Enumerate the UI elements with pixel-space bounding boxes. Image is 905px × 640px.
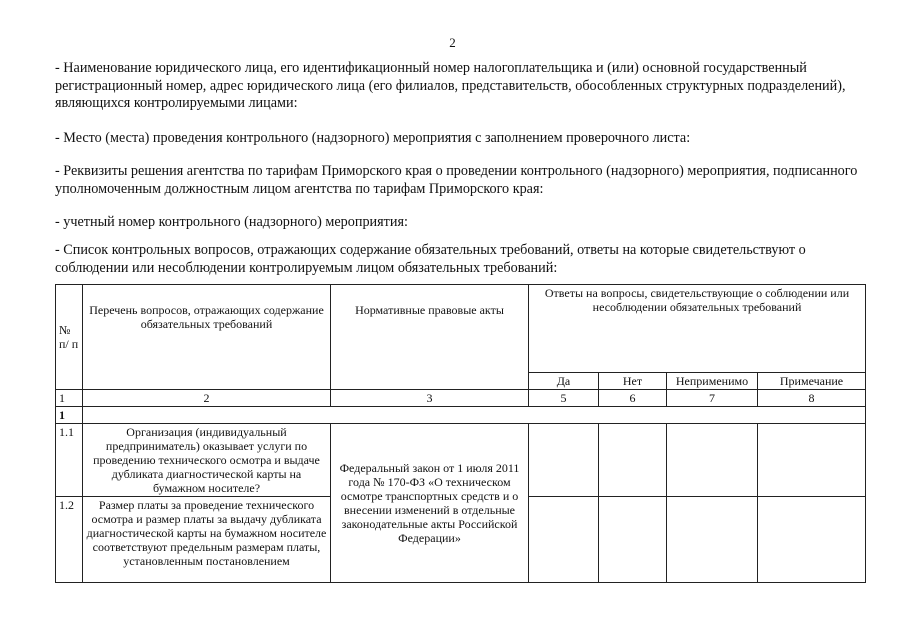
header-num: № п/ п <box>56 285 83 390</box>
section-row <box>56 407 866 424</box>
header-answers: Ответы на вопросы, свидетельствующие о соблюдении или несоблюдении обязательных требований <box>529 285 866 373</box>
paragraph-inspection-place: - Место (места) проведения контрольного (надзорного) мероприятия с заполнением проверочного листа: <box>55 130 691 146</box>
table-header-row <box>56 285 866 373</box>
section-spacer <box>83 407 866 424</box>
row-act: Федеральный закон от 1 июля 2011 года № 170-ФЗ «О техническом осмотре транспортных средств и о внесении изменений в отдельные законодательные акты Российской Федерации» <box>331 424 529 583</box>
table-row <box>56 424 866 497</box>
checklist-table <box>55 284 866 583</box>
header-not-applicable: Неприменимо <box>667 373 758 390</box>
answer-na-cell[interactable] <box>667 497 758 583</box>
paragraph-decision-details: - Реквизиты решения агентства по тарифам Приморского края о проведении контрольного (надзорного) мероприятия, подписанного уполномоченным должностным лицом агентства по тарифам Приморского края: <box>55 163 858 197</box>
answer-yes-cell[interactable] <box>529 424 599 497</box>
answer-na-cell[interactable] <box>667 424 758 497</box>
column-number: 3 <box>331 390 529 407</box>
page-number: 2 <box>449 35 456 50</box>
column-number: 5 <box>529 390 599 407</box>
header-no: Нет <box>599 373 667 390</box>
header-yes: Да <box>529 373 599 390</box>
answer-note-cell[interactable] <box>758 424 866 497</box>
section-label: 1 <box>56 407 83 424</box>
column-number: 7 <box>667 390 758 407</box>
column-number-row <box>56 390 866 407</box>
answer-note-cell[interactable] <box>758 497 866 583</box>
row-num: 1.1 <box>56 424 83 497</box>
paragraph-registration-number: - учетный номер контрольного (надзорного) мероприятия: <box>55 214 408 230</box>
paragraph-legal-entity-name: - Наименование юридического лица, его идентификационный номер налогоплательщика и (или) основной государственный регистрационный номер, адрес юридического лица (его филиалов, представительств, обособленных структурных подразделений), являющихся контролируемыми лицами: <box>55 60 846 111</box>
header-acts: Нормативные правовые акты <box>331 285 529 390</box>
answer-no-cell[interactable] <box>599 497 667 583</box>
row-question: Размер платы за проведение технического осмотра и размер платы за выдачу дубликата диагностической карты на бумажном носителе соответствуют предельным размерам платы, установленным постановлением <box>83 497 331 583</box>
paragraph-checklist-intro: - Список контрольных вопросов, отражающих содержание обязательных требований, ответы на которые свидетельствуют о соблюдении или несоблюдении контролируемым лицом обязательных требований: <box>55 242 806 276</box>
row-num: 1.2 <box>56 497 83 583</box>
header-questions: Перечень вопросов, отражающих содержание обязательных требований <box>83 285 331 390</box>
column-number: 6 <box>599 390 667 407</box>
column-number: 2 <box>83 390 331 407</box>
row-question: Организация (индивидуальный предприниматель) оказывает услуги по проведению технического осмотра и выдаче дубликата диагностической карты на бумажном носителе? <box>83 424 331 497</box>
column-number: 1 <box>56 390 83 407</box>
answer-no-cell[interactable] <box>599 424 667 497</box>
header-note: Примечание <box>758 373 866 390</box>
column-number: 8 <box>758 390 866 407</box>
answer-yes-cell[interactable] <box>529 497 599 583</box>
